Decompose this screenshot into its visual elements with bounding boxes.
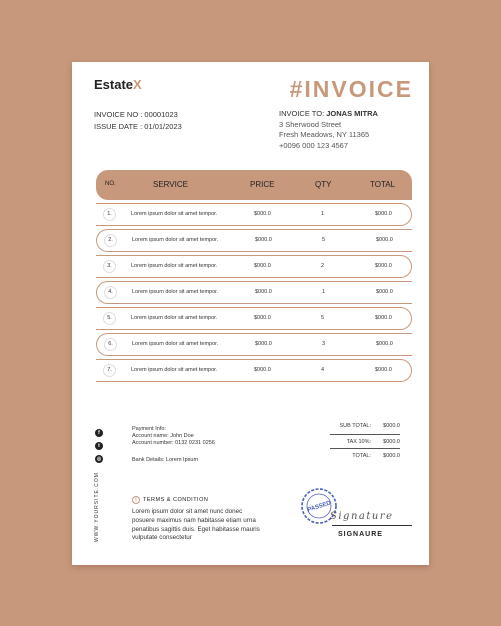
row-service: Lorem ipsum dolor sit amet tempor. <box>131 367 218 373</box>
client-name: JONAS MITRA <box>326 109 378 118</box>
info-icon: i <box>132 496 140 504</box>
website-url[interactable]: WWW.YOURSITE.COM <box>94 472 100 542</box>
row-qty: 1 <box>322 289 326 295</box>
invoice-page <box>72 62 429 565</box>
facebook-icon[interactable]: f <box>95 429 103 437</box>
row-service: Lorem ipsum dolor sit amet tempor. <box>132 289 219 295</box>
account-name: Account name: John Doe <box>132 433 194 439</box>
header-service: SERVICE <box>153 180 188 189</box>
total-label: TOTAL: <box>352 453 371 459</box>
payment-title: Payment Info: <box>132 426 166 432</box>
invoice-number: INVOICE NO : 00001023 <box>94 110 178 119</box>
row-number: 2. <box>104 234 117 247</box>
row-qty: 3 <box>322 341 326 347</box>
payment-info <box>132 426 215 464</box>
row-service: Lorem ipsum dolor sit amet tempor. <box>132 341 219 347</box>
table-row <box>96 333 412 356</box>
row-service: Lorem ipsum dolor sit amet tempor. <box>131 263 218 269</box>
subtotal-row <box>330 419 400 434</box>
row-price: $000.0 <box>255 237 272 243</box>
row-price: $000.0 <box>254 367 271 373</box>
header-qty: QTY <box>315 180 332 189</box>
row-total: $000.0 <box>376 237 393 243</box>
tax-label: TAX 10%: <box>346 439 371 445</box>
table-row <box>96 203 412 226</box>
row-number: 4. <box>104 286 117 299</box>
row-price: $000.0 <box>254 211 271 217</box>
subtotal-label: SUB TOTAL: <box>339 423 371 429</box>
row-number: 1. <box>103 208 116 221</box>
client-street: 3 Sherwood Street <box>279 119 342 129</box>
header-no: NO. <box>105 181 116 187</box>
client-phone: +0096 000 123 4567 <box>279 140 349 150</box>
signature-script: Signature <box>330 511 394 522</box>
terms-body: Lorem ipsum dolor sit amet nunc donec posuere maximus nam habitasse etiam urna penatibus sagittis duis. Eget habitasse mauris vulputate consectetur <box>132 508 260 542</box>
row-number: 3. <box>103 260 116 273</box>
row-number: 7. <box>103 364 116 377</box>
brand-logo: EstateX <box>94 77 142 92</box>
table-row <box>96 281 412 304</box>
total-value: $000.0 <box>383 453 400 459</box>
row-total: $000.0 <box>375 367 392 373</box>
tax-row <box>330 434 400 449</box>
row-total: $000.0 <box>376 341 393 347</box>
tax-value: $000.0 <box>383 439 400 445</box>
bank-details: Bank Details: Lorem Ipsum <box>132 457 199 463</box>
row-number: 5. <box>103 312 116 325</box>
signature-label: SIGNAURE <box>338 531 383 538</box>
row-qty: 1 <box>321 211 325 217</box>
row-qty: 2 <box>321 263 325 269</box>
row-qty: 4 <box>321 367 325 373</box>
row-price: $000.0 <box>255 341 272 347</box>
row-total: $000.0 <box>375 211 392 217</box>
table-row <box>96 307 412 330</box>
table-row <box>96 255 412 278</box>
invoice-title: #INVOICE <box>289 76 413 102</box>
invoice-meta <box>94 109 182 133</box>
row-price: $000.0 <box>254 315 271 321</box>
table-header <box>96 170 412 200</box>
subtotal-value: $000.0 <box>383 423 400 429</box>
bill-to <box>279 109 378 151</box>
total-row <box>330 449 400 464</box>
issue-date: ISSUE DATE : 01/01/2023 <box>94 122 182 131</box>
header-total: TOTAL <box>370 180 396 189</box>
row-total: $000.0 <box>375 263 392 269</box>
table-row <box>96 229 412 252</box>
row-qty: 5 <box>321 315 325 321</box>
twitter-icon[interactable]: t <box>95 442 103 450</box>
row-total: $000.0 <box>375 315 392 321</box>
totals-box <box>330 419 400 464</box>
terms-title: TERMS & CONDITION <box>143 497 209 503</box>
table-row <box>96 359 412 382</box>
instagram-icon[interactable]: ◎ <box>96 456 102 462</box>
row-service: Lorem ipsum dolor sit amet tempor. <box>131 315 218 321</box>
signature-line <box>332 525 412 526</box>
row-number: 6. <box>104 338 117 351</box>
row-price: $000.0 <box>254 263 271 269</box>
row-service: Lorem ipsum dolor sit amet tempor. <box>132 237 219 243</box>
row-qty: 5 <box>322 237 326 243</box>
row-price: $000.0 <box>255 289 272 295</box>
client-city: Fresh Meadows, NY 11365 <box>279 130 370 139</box>
account-number: Account number: 0132 0231 0256 <box>132 440 215 446</box>
stamp-text: PASSED <box>306 500 332 514</box>
bill-to-label: INVOICE TO: <box>279 109 325 118</box>
header-price: PRICE <box>250 180 275 189</box>
row-total: $000.0 <box>376 289 393 295</box>
row-service: Lorem ipsum dolor sit amet tempor. <box>131 211 218 217</box>
